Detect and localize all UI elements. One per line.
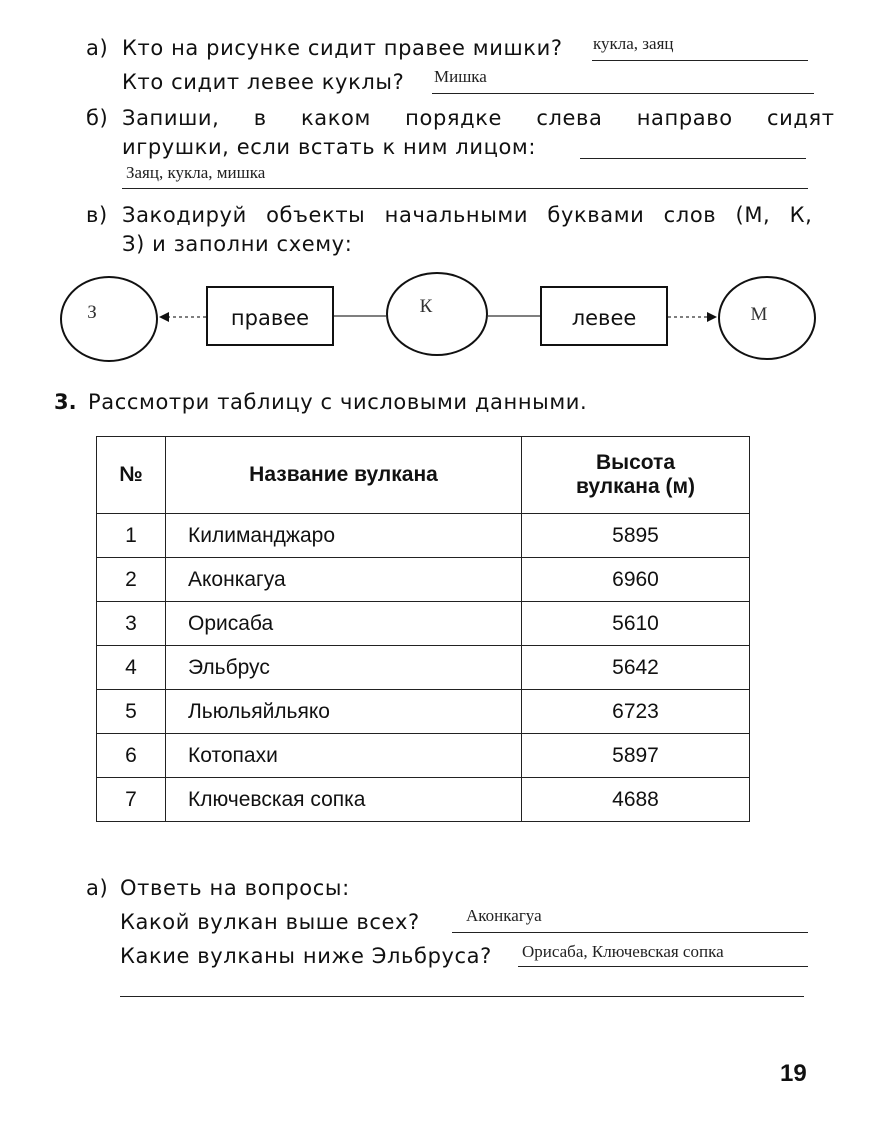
row-num: 5 [97, 690, 166, 734]
row-name: Эльбрус [166, 646, 522, 690]
scheme-node-mid-text: К [419, 296, 433, 317]
table-row [97, 690, 750, 734]
arrow-right-icon [707, 312, 717, 322]
row-height: 6960 [522, 558, 750, 602]
task3-text: Рассмотри таблицу с числовыми данными. [88, 390, 588, 414]
table-row [97, 514, 750, 558]
row-name: Килиманджаро [166, 514, 522, 558]
row-height: 5895 [522, 514, 750, 558]
row-num: 4 [97, 646, 166, 690]
part-a-question-1: Кто на рисунке сидит правее мишки? [122, 36, 563, 60]
answer-line [452, 932, 808, 933]
row-height: 5642 [522, 646, 750, 690]
task3-a-title: Ответь на вопросы: [120, 876, 350, 900]
scheme-node-right-text: М [750, 304, 768, 325]
part-c-line-1: Закодируй объекты начальными буквами слов (М, К, [122, 203, 813, 227]
part-a-question-2: Кто сидит левее куклы? [122, 70, 405, 94]
header-height [522, 437, 750, 514]
table-row [97, 558, 750, 602]
page-number: 19 [780, 1060, 807, 1087]
part-a-answer-1[interactable]: кукла, заяц [593, 34, 674, 53]
part-c-label: в) [86, 203, 108, 227]
row-name: Аконкагуа [166, 558, 522, 602]
task3-a-answer-2[interactable]: Орисаба, Ключевская сопка [522, 942, 724, 961]
task3-a-question-2: Какие вулканы ниже Эльбруса? [120, 944, 492, 968]
row-num: 7 [97, 778, 166, 822]
row-height: 4688 [522, 778, 750, 822]
arrow-left-icon [159, 312, 169, 322]
scheme-box-right-of: правее [206, 286, 334, 346]
task3-a-answer-1[interactable]: Аконкагуа [466, 906, 542, 925]
part-a-label: а) [86, 36, 109, 60]
table-header-row [97, 437, 750, 514]
header-name: Название вулкана [166, 437, 522, 514]
row-height: 6723 [522, 690, 750, 734]
row-name: Ключевская сопка [166, 778, 522, 822]
row-height: 5610 [522, 602, 750, 646]
part-b-line-2: игрушки, если встать к ним лицом: [122, 135, 537, 159]
header-num: № [97, 437, 166, 514]
task3-number: 3. [54, 390, 77, 414]
row-num: 1 [97, 514, 166, 558]
task3-a-label: а) [86, 876, 109, 900]
task3-a-question-1: Какой вулкан выше всех? [120, 910, 420, 934]
part-a-answer-2[interactable]: Мишка [434, 67, 487, 86]
part-c-line-2: З) и заполни схему: [122, 232, 353, 256]
table-row [97, 734, 750, 778]
row-height: 5897 [522, 734, 750, 778]
scheme-connectors [0, 0, 871, 400]
part-b-line-1-text: Запиши, в каком порядке слева направо сидят [122, 106, 835, 130]
header-height-line-1: Высота [595, 451, 676, 474]
row-num: 6 [97, 734, 166, 778]
table-row [97, 602, 750, 646]
row-name: Орисаба [166, 602, 522, 646]
table-row [97, 778, 750, 822]
row-num: 2 [97, 558, 166, 602]
part-b-label: б) [86, 106, 109, 130]
row-num: 3 [97, 602, 166, 646]
volcano-table [96, 436, 750, 822]
part-b-answer[interactable]: Заяц, кукла, мишка [126, 163, 266, 182]
answer-line [120, 996, 804, 997]
header-height-line-2: вулкана (м) [575, 475, 696, 498]
row-name: Льюльяйльяко [166, 690, 522, 734]
answer-line [518, 966, 808, 967]
table-row [97, 646, 750, 690]
scheme-box-left-of: левее [540, 286, 668, 346]
scheme-node-left-text: З [87, 302, 97, 323]
row-name: Котопахи [166, 734, 522, 778]
